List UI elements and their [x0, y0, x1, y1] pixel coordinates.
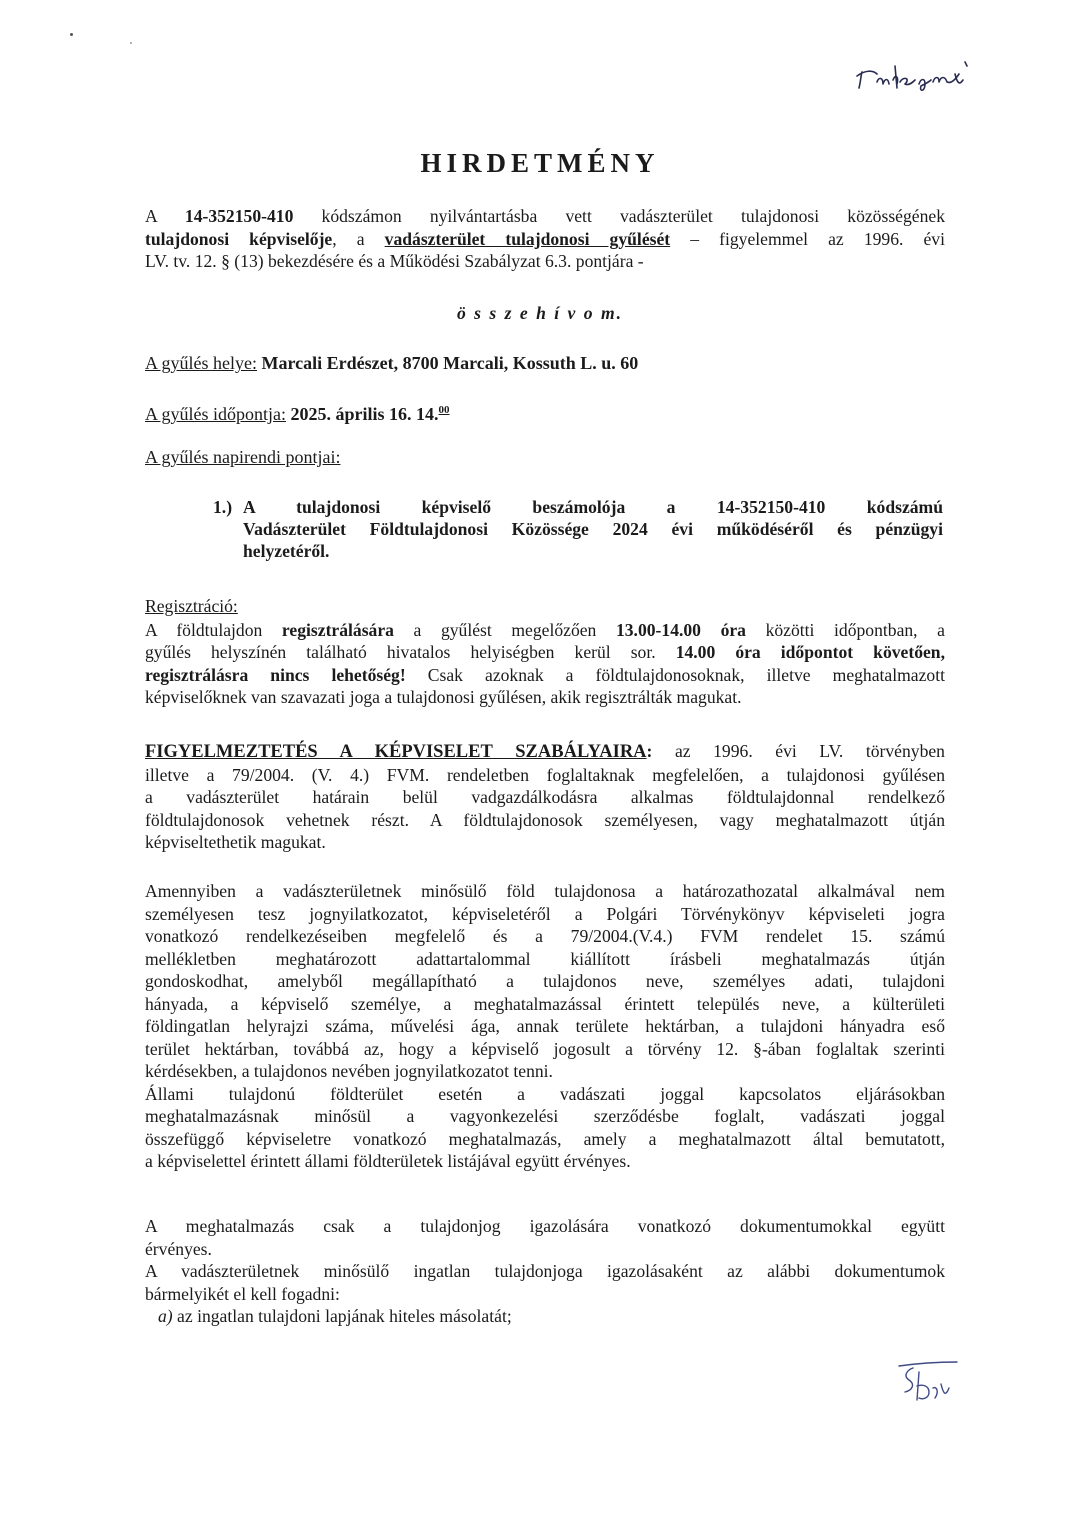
para-line: a képviselettel érintett állami földterületek listájával együtt érvényes.	[145, 1151, 631, 1171]
para-line: hányada, a képviselő személye, a meghatalmazással érintett település neve, a külterületi	[145, 993, 945, 1014]
convene-statement: ö s s z e h í v o m.	[456, 303, 624, 323]
time-value: 2025. április 16. 14.	[290, 404, 439, 424]
registration-line-4: képviselőknek van szavazati joga a tulajdonosi gyűlésen, akik regisztrálták magukat.	[145, 687, 742, 707]
ownership-proof-paragraph	[145, 1215, 945, 1328]
text: a gyűlést megelőzően	[393, 619, 616, 640]
text: Csak azoknak a földtulajdonosoknak, illetve meghatalmazott	[405, 664, 945, 685]
para-line: A meghatalmazás csak a tulajdonjog igazolására vonatkozó dokumentumokkal együtt	[145, 1216, 945, 1236]
registration-line-1	[145, 619, 945, 642]
venue-value: Marcali Erdészet, 8700 Marcali, Kossuth L. u. 60	[261, 353, 639, 373]
registration-line-2	[145, 641, 945, 664]
time-label: A gyűlés időpontja:	[145, 404, 286, 424]
agenda-item-line: helyzetéről.	[243, 541, 330, 561]
intro-line-3: LV. tv. 12. § (13) bekezdésére és a Működési Szabályzat 6.3. pontjára -	[145, 251, 644, 271]
para-line: személyesen tesz jognyilatkozatot, képviseletéről a Polgári Törvénykönyv képviseleti jogra	[145, 903, 945, 924]
time-superscript: 00	[438, 404, 450, 416]
text: – figyelemmel az 1996. évi	[670, 228, 945, 249]
para-line: A vadászterületnek minősülő ingatlan tulajdonjoga igazolásaként az alábbi dokumentumok	[145, 1261, 945, 1281]
para-line: bármelyikét el kell fogadni:	[145, 1283, 340, 1304]
text: gyűlés helyszínén található hivatalos helyiségben kerül sor.	[145, 642, 676, 662]
para-line: terület hektárban, továbbá az, hogy a képviselő jogosult a törvény 12. §-ában foglaltak szerinti	[145, 1038, 945, 1059]
agenda-item-line: Vadászterület Földtulajdonosi Közössége 2024 évi működéséről és pénzügyi	[243, 519, 943, 539]
text: regisztrálására	[281, 619, 394, 640]
warning-line-1	[145, 740, 945, 764]
para-line: gondoskodhat, amelyből megállapítható a tulajdonos neve, személyes adati, tulajdoni	[145, 971, 945, 991]
warning-line-4: földtulajdonosok vehetnek részt. A földtulajdonosok személyesen, vagy meghatalmazott útján	[145, 809, 945, 830]
para-line: Amennyiben a vadászterületnek minősülő föld tulajdonosa a határozathozatal alkalmával nem	[145, 881, 945, 901]
warning-line-5: képviseltethetik magukat.	[145, 832, 326, 852]
text: , a	[332, 228, 385, 249]
warning-line-2: illetve a 79/2004. (V. 4.) FVM. rendeletben foglaltaknak megfelelően, a tulajdonosi gyűlésen	[145, 764, 945, 785]
para-line: Állami tulajdonú földterület esetén a vadászati joggal kapcsolatos eljárásokban	[145, 1083, 945, 1104]
handwritten-initials	[893, 1358, 959, 1410]
para-line: kérdésekben, a tulajdonos nevében jognyilatkozatot tenni.	[145, 1061, 553, 1081]
text: tulajdonosi képviselője	[145, 228, 333, 249]
intro-line-1	[145, 205, 945, 228]
intro-paragraph	[145, 205, 945, 273]
text: közötti időpontban, a	[745, 619, 945, 640]
registration-label: Regisztráció:	[145, 596, 238, 616]
venue-row	[145, 352, 945, 375]
handwritten-note-kifuggesztve	[855, 44, 975, 96]
para-line: mellékletben meghatározott adattartalommal kiállított írásbeli meghatalmazás útján	[145, 948, 945, 969]
para-line: érvényes.	[145, 1238, 212, 1259]
agenda-label-row	[145, 446, 945, 469]
time-row	[145, 399, 945, 426]
text: 14.00 óra időpontot követően,	[675, 642, 945, 662]
list-item-a	[145, 1305, 945, 1328]
document-title: HIRDETMÉNY	[420, 148, 660, 178]
para-line: vonatkozó rendelkezéseiben megfelelő és a 79/2004.(V.4.) FVM rendelet 15. számú	[145, 926, 945, 946]
registration-section	[145, 595, 945, 709]
warning-section	[145, 740, 945, 854]
venue-label: A gyűlés helye:	[145, 353, 257, 373]
text: az 1996. évi LV. törvényben	[652, 741, 945, 761]
text: 13.00-14.00 óra	[615, 619, 746, 640]
intro-line-2	[145, 228, 945, 251]
text: :	[646, 741, 653, 761]
text: A	[145, 206, 185, 226]
text: kódszámon nyilvántartásba vett vadászterület tulajdonosi közösségének	[293, 206, 945, 226]
list-text: az ingatlan tulajdoni lapjának hiteles másolatát;	[172, 1306, 512, 1326]
warning-heading: FIGYELMEZTETÉS A KÉPVISELET SZABÁLYAIRA	[145, 742, 647, 762]
text: vadászterület tulajdonosi gyűlését	[384, 228, 671, 249]
warning-line-3: a vadászterület határain belül vadgazdálkodásra alkalmas földtulajdonnal rendelkező	[145, 787, 945, 807]
scan-speck	[70, 33, 73, 36]
text: A földtulajdon	[145, 619, 282, 640]
text: regisztrálásra nincs lehetőség!	[145, 664, 406, 685]
proxy-paragraph	[145, 880, 945, 1173]
agenda-item-number: 1.)	[213, 497, 233, 517]
para-line: összefüggő képviseletre vonatkozó meghatalmazás, amely a meghatalmazott által bemutatott,	[145, 1128, 945, 1149]
agenda-label: A gyűlés napirendi pontjai:	[145, 447, 341, 467]
hunting-area-code: 14-352150-410	[184, 206, 294, 226]
agenda-item-1	[213, 496, 943, 562]
para-line: meghatalmazásnak minősül a vagyonkezelési szerződésbe foglalt, vadászati joggal	[145, 1106, 945, 1126]
registration-line-3	[145, 664, 945, 687]
agenda-item-line: A tulajdonosi képviselő beszámolója a 14-352150-410 kódszámú	[243, 497, 943, 517]
list-marker: a)	[158, 1306, 173, 1326]
scan-speck	[130, 42, 132, 44]
para-line: földingatlan helyrajzi száma, művelési ága, annak területe hektárban, a tulajdoni hányadra eső	[145, 1016, 945, 1036]
